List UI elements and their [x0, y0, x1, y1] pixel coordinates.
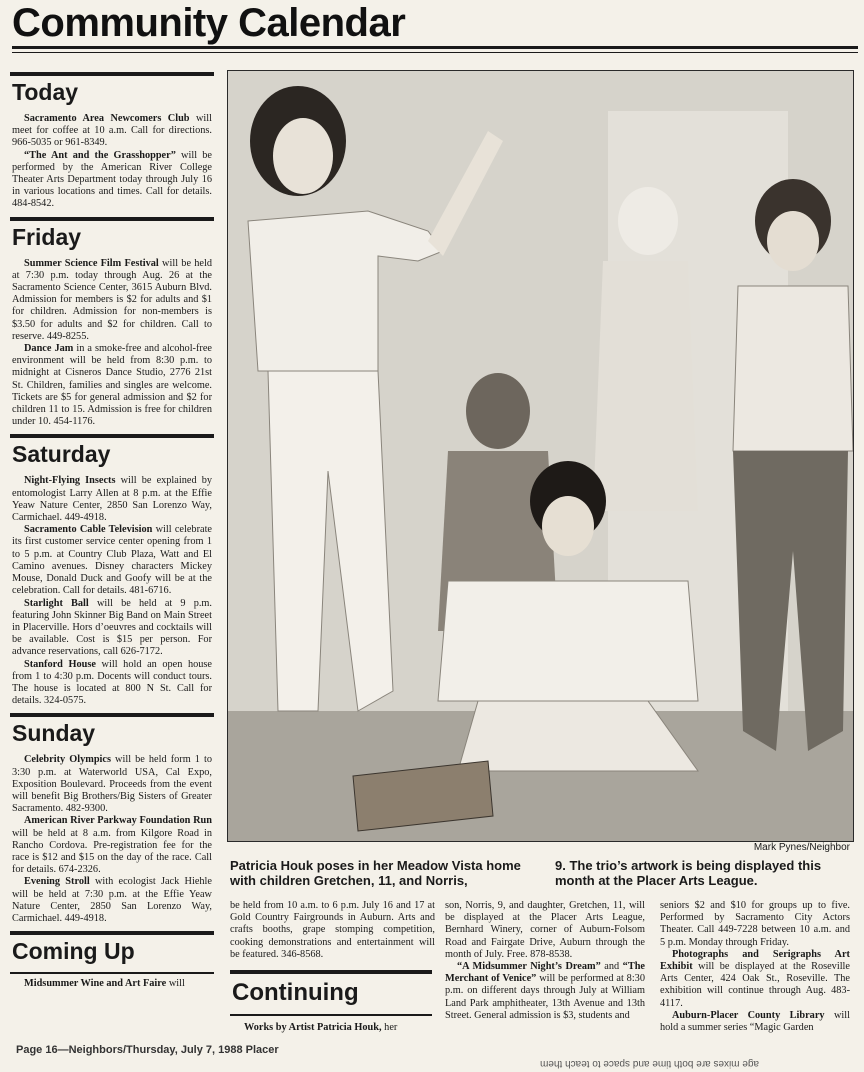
- masthead: Community Calendar: [12, 1, 406, 45]
- section-heading-today: Today: [12, 79, 79, 105]
- paragraph: “A Midsummer Night’s Dream” and “The Merchant of Venice” will be performed at 8:30 p.m. on different days through July at William Land Park amphitheater, 13th Avenue and 13th Street. General admission is $3, students and: [445, 961, 645, 1021]
- paragraph: be held from 10 a.m. to 6 p.m. July 16 and 17 at Gold Country Fairgrounds in Auburn. Arts and crafts booths, grape stomping competition, cooking demonstrations and entertainment will be featured. 346-8568.: [230, 900, 435, 960]
- section-heading-friday: Friday: [12, 223, 82, 250]
- masthead-rule-thin: [12, 52, 858, 53]
- paragraph: seniors $2 and $10 for groups up to five. Performed by Sacramento City Actors Theater. Call 449-7228 between 10 a.m. and 5 p.m. Monday through Friday.: [660, 900, 850, 948]
- section-rule: [10, 434, 214, 438]
- paragraph: Auburn-Placer County Library will hold a summer series “Magic Garden: [660, 1009, 850, 1034]
- entry: Works by Artist Patricia Houk, her: [244, 1022, 398, 1033]
- entry: Evening Stroll with ecologist Jack Hiehle will be held at 7:30 p.m. at the Effie Yeaw Nature Center, 2850 San Lorenzo Way, Carmichael. 449-4918.: [12, 876, 212, 924]
- masthead-rule: [12, 46, 858, 49]
- article-column-2: [230, 900, 435, 961]
- entry: American River Parkway Foundation Run will be held at 8 a.m. from Kilgore Road in Rancho Cordova. Pre-registration fee for the race is $12 and $15 on the day of the race. Call for details. 674-2326.: [12, 815, 212, 876]
- entry: “The Ant and the Grasshopper” will be performed by the American River College Theater Arts Department today through July 16 in various locations and times. Call for details. 484-8542.: [12, 149, 212, 210]
- section-rule: [10, 713, 214, 717]
- page-folio: Page 16—Neighbors/Thursday, July 7, 1988 Placer: [16, 1044, 279, 1056]
- section-heading-sunday: Sunday: [12, 720, 96, 747]
- entry: Sacramento Area Newcomers Club will meet for coffee at 10 a.m. Call for directions. 966-5035 or 961-8349.: [12, 113, 213, 149]
- paragraph: son, Norris, 9, and daughter, Gretchen, 11, will be displayed at the Placer Arts League, Bernhard Winery, corner of Auburn-Folsom Road and Fairgate Drive, Auburn through the month of July. Free. 878-8538.: [445, 900, 645, 960]
- entry: Stanford House will hold an open house from 1 to 4:30 p.m. Docents will conduct tours. The house is located at 800 N St. Call for details. 324-0575.: [12, 658, 212, 707]
- entry: Starlight Ball will be held at 9 p.m. featuring John Skinner Big Band on Main Street in Placerville. Hors d’oeuvres and cocktails will be available. Cost is $15 per person. For advance reservations, call 626-7172.: [12, 597, 213, 658]
- entry: Midsummer Wine and Art Faire will: [24, 978, 185, 990]
- section-heading-saturday: Saturday: [12, 441, 111, 468]
- article-column-3: [445, 900, 645, 1022]
- entry: Celebrity Olympics will be held form 1 to 3:30 p.m. at Waterworld USA, Cal Expo, Exposition Boulevard. Proceeds from the event will benefit Big Brothers/Big Sisters of Greater Sacramento. 482-9300.: [12, 754, 212, 815]
- paragraph: Photographs and Serigraphs Art Exhibit will be displayed at the Roseville Arts Center, 424 Oak St., Roseville. The exhibition will continue through Aug. 483-4117.: [660, 948, 850, 1009]
- bleed-through-text: age mixes are both time and space to teach them: [540, 1058, 760, 1069]
- entry: Summer Science Film Festival will be held at 7:30 p.m. today through Aug. 26 at the Sacramento Science Center, 3615 Auburn Blvd. Admission for members is $2 for adults and $1 for children. Admission for non-members is $3.50 for adults and $2 for children. Call to reserve. 449-8255.: [12, 257, 212, 342]
- entry: Sacramento Cable Television will celebrate its first customer service center opening from 1 to 5 p.m. at Country Club Plaza, Watt and El Camino avenues. Disney characters Mickey Mouse, Donald Duck and Goofy will be at the celebration. Call for details. 481-6716.: [12, 524, 212, 597]
- section-heading-continuing: Continuing: [232, 979, 359, 1006]
- entry: Night-Flying Insects will be explained by entomologist Larry Allen at 8 p.m. at the Effie Yeaw Nature Center, 2850 San Lorenzo Way, Carmichael. 449-4918.: [12, 475, 212, 524]
- photo-caption-right: 9. The trio’s artwork is being displayed this month at the Placer Arts League.: [555, 858, 822, 888]
- section-rule: [10, 931, 214, 935]
- section-rule: [10, 217, 214, 221]
- page-footer: [0, 1040, 864, 1072]
- photo-caption-left: Patricia Houk poses in her Meadow Vista home with children Gretchen, 11, and Norris,: [230, 858, 521, 888]
- entry: Dance Jam in a smoke-free and alcohol-free environment will be held from 8:30 p.m. to midnight at Cisneros Dance Studio, 2776 21st St. Children, families and singles are welcome. Tickets are $5 for general admission and $2 for children 11 to 15. Admission is free for children under 10. 454-1176.: [12, 343, 212, 428]
- photo-credit: Mark Pynes/Neighbor: [753, 842, 850, 853]
- left-column: [10, 70, 214, 990]
- section-rule: [230, 970, 432, 974]
- photo-illustration: [228, 71, 853, 841]
- section-rule: [230, 1014, 432, 1016]
- section-rule: [10, 72, 214, 76]
- article-column-4: [660, 900, 850, 1034]
- family-photo: [227, 70, 854, 842]
- continuing-section: [230, 968, 432, 1034]
- section-rule: [10, 972, 214, 974]
- section-heading-coming-up: Coming Up: [12, 938, 135, 965]
